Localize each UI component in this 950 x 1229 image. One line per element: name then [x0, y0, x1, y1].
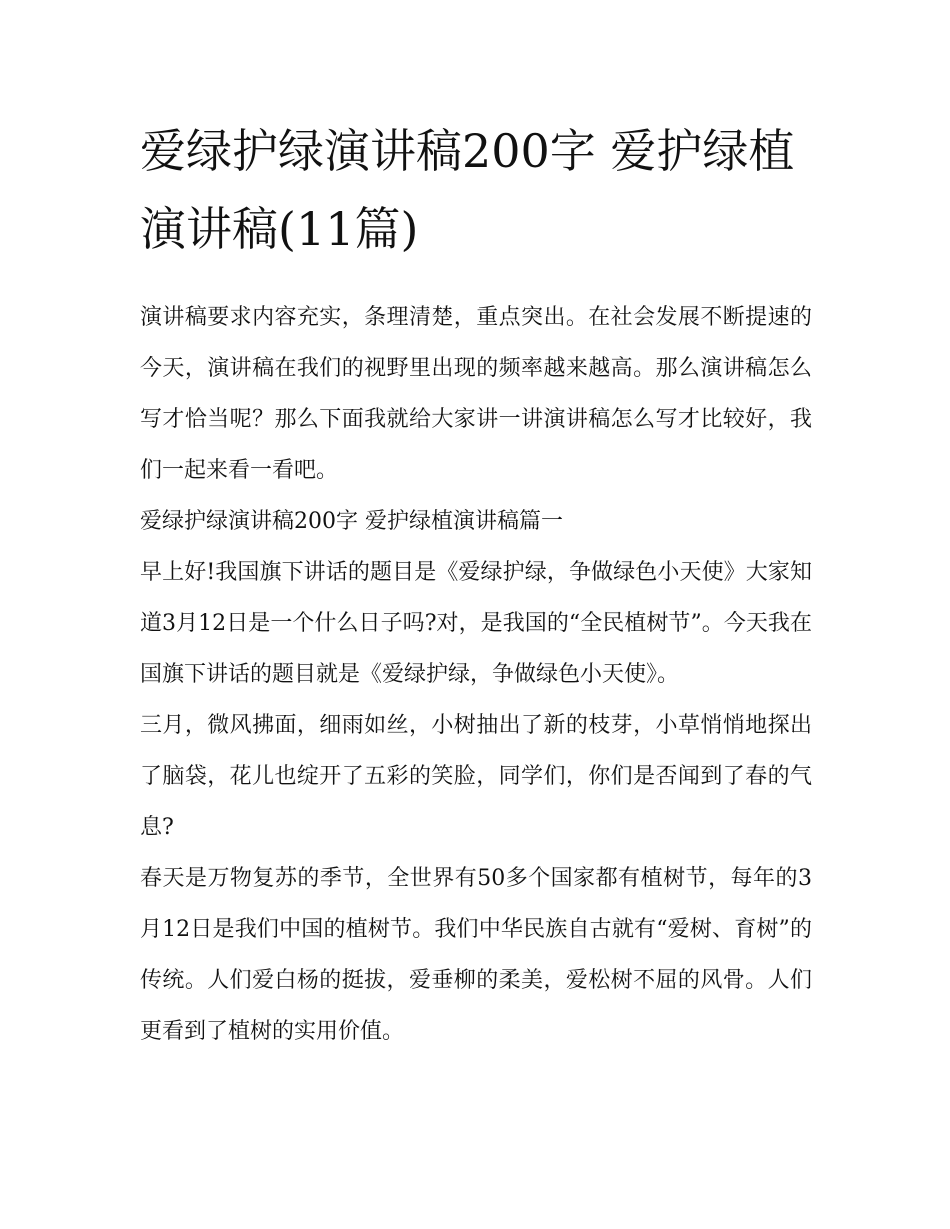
document-title: 爱绿护绿演讲稿200字 爱护绿植演讲稿(11篇) [140, 124, 795, 256]
body-paragraph: 春天是万物复苏的季节，全世界有50多个国家都有植树节，每年的3月12日是我们中国的植树节。我们中华民族自古就有“爱树、育树”的传统。人们爱白杨的挺拔，爱垂柳的柔美，爱松树不屈的风骨。人们更看到了植树的实用价值。 [140, 866, 812, 1044]
document-body [140, 112, 812, 1057]
body-paragraph: 三月，微风拂面，细雨如丝，小树抽出了新的枝芽，小草悄悄地探出了脑袋，花儿也绽开了五彩的笑脸，同学们，你们是否闻到了春的气息? [140, 713, 812, 840]
intro-paragraph: 演讲稿要求内容充实，条理清楚，重点突出。在社会发展不断提速的今天，演讲稿在我们的视野里出现的频率越来越高。那么演讲稿怎么写才恰当呢？那么下面我就给大家讲一讲演讲稿怎么写才比较好，我们一起来看一看吧。 [140, 305, 812, 483]
body-paragraph: 早上好!我国旗下讲话的题目是《爱绿护绿，争做绿色小天使》大家知道3月12日是一个什么日子吗?对，是我国的“全民植树节”。今天我在国旗下讲话的题目就是《爱绿护绿，争做绿色小天使》。 [140, 560, 812, 687]
section-heading: 爱绿护绿演讲稿200字 爱护绿植演讲稿篇一 [140, 509, 563, 534]
